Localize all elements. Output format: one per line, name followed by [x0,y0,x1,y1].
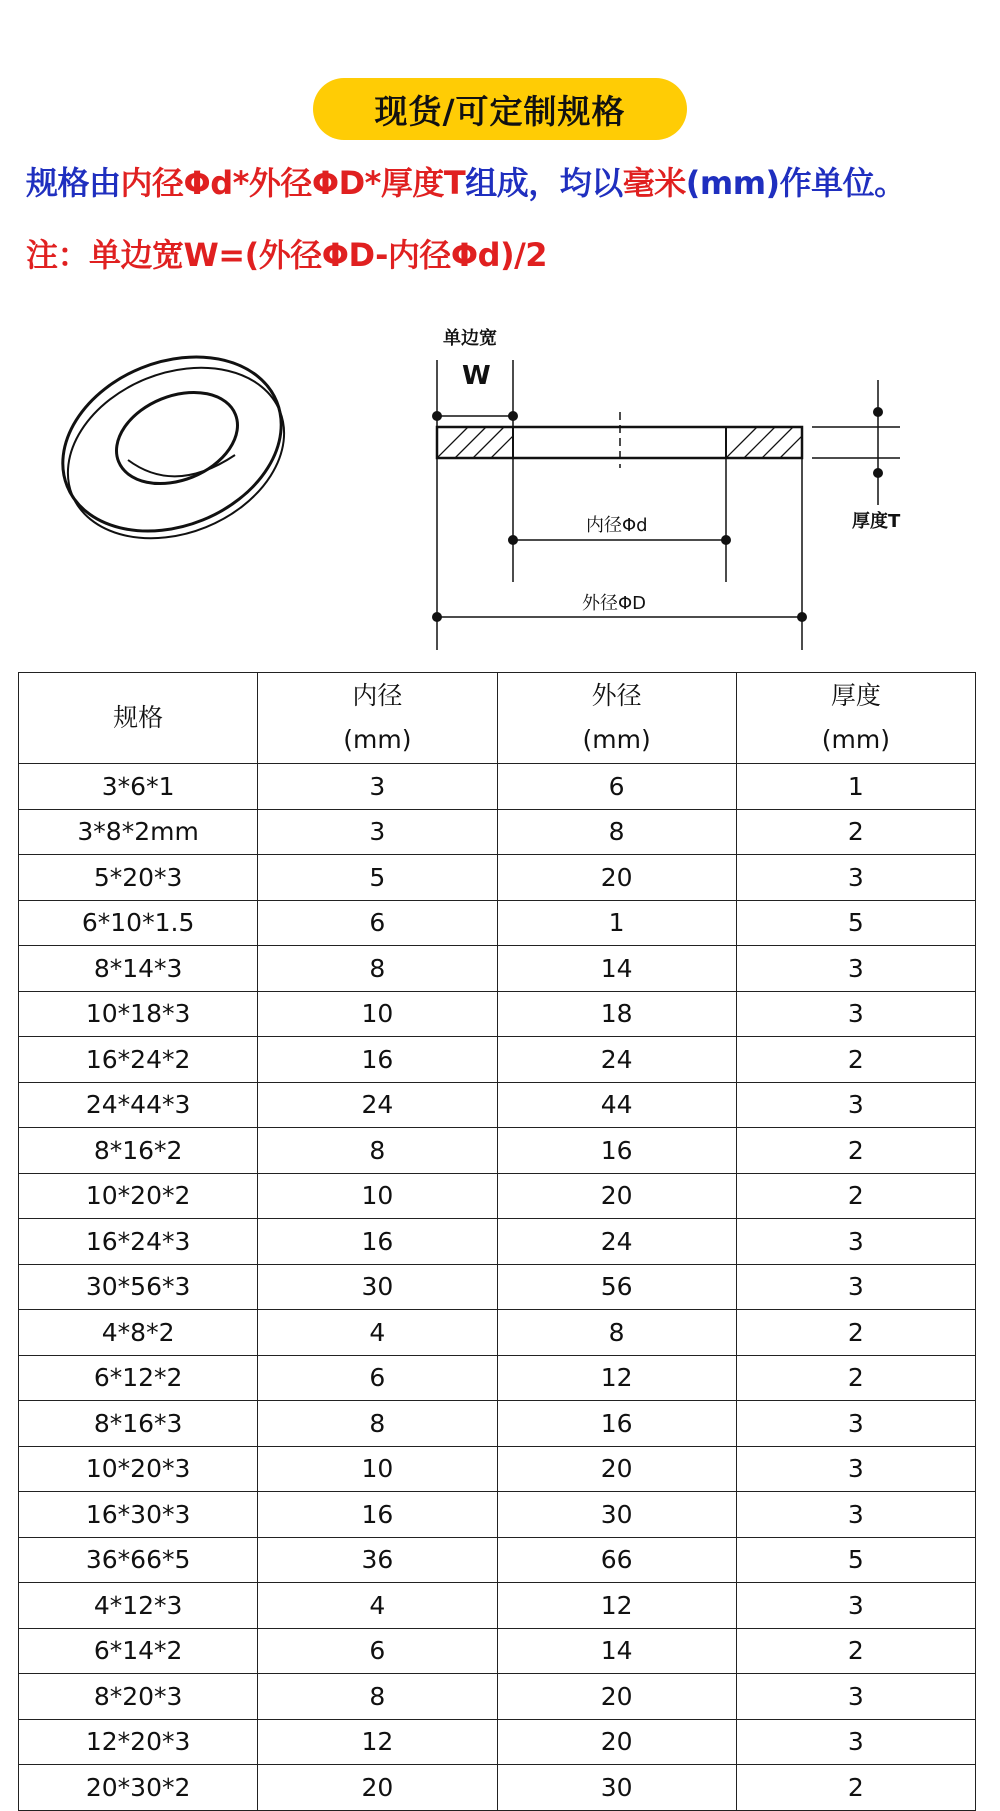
cell-thickness: 3 [736,1719,975,1765]
cell-spec: 5*20*3 [19,855,258,901]
cell-thickness: 3 [736,1446,975,1492]
cell-spec: 4*12*3 [19,1583,258,1629]
cell-outer-diameter: 56 [497,1264,736,1310]
header-thickness-unit: (mm) [821,725,890,754]
spec-table [18,672,976,1811]
washer-illustration [37,326,310,569]
inner-diameter-label: 内径Φd [586,515,648,536]
definition-part: 内径Φd*外径ΦD*厚度T [120,164,466,202]
cell-inner-diameter: 24 [258,1082,497,1128]
thickness-label: 厚度T [852,511,901,532]
cell-outer-diameter: 8 [497,809,736,855]
cell-inner-diameter: 36 [258,1537,497,1583]
cell-inner-diameter: 16 [258,1219,497,1265]
table-row [19,1401,976,1447]
cell-outer-diameter: 14 [497,1628,736,1674]
width-symbol: W [462,361,491,391]
header-outer-unit: (mm) [582,725,651,754]
cell-outer-diameter: 8 [497,1310,736,1356]
table-row [19,1446,976,1492]
cell-outer-diameter: 20 [497,1719,736,1765]
cell-outer-diameter: 16 [497,1128,736,1174]
cell-spec: 6*14*2 [19,1628,258,1674]
cell-thickness: 2 [736,1173,975,1219]
cell-spec: 20*30*2 [19,1765,258,1811]
table-row [19,764,976,810]
table-row [19,900,976,946]
cell-thickness: 3 [736,991,975,1037]
cell-spec: 3*6*1 [19,764,258,810]
table-row [19,1765,976,1811]
cell-spec: 30*56*3 [19,1264,258,1310]
washer-diagram [0,320,1000,665]
cell-thickness: 3 [736,855,975,901]
spec-banner [313,78,687,140]
cell-outer-diameter: 66 [497,1537,736,1583]
cell-thickness: 3 [736,1674,975,1720]
cell-thickness: 1 [736,764,975,810]
table-row [19,1219,976,1265]
cell-spec: 6*12*2 [19,1355,258,1401]
spec-banner-title: 现货/可定制规格 [374,91,626,131]
header-thickness [736,673,975,764]
cell-spec: 3*8*2mm [19,809,258,855]
cell-thickness: 2 [736,809,975,855]
cell-thickness: 3 [736,1401,975,1447]
cell-outer-diameter: 12 [497,1583,736,1629]
cell-outer-diameter: 24 [497,1037,736,1083]
cell-spec: 16*24*2 [19,1037,258,1083]
cell-inner-diameter: 10 [258,991,497,1037]
cell-spec: 10*20*3 [19,1446,258,1492]
table-row [19,1674,976,1720]
cell-thickness: 5 [736,900,975,946]
table-row [19,1037,976,1083]
cell-thickness: 2 [736,1310,975,1356]
cell-inner-diameter: 5 [258,855,497,901]
table-row [19,1628,976,1674]
cell-outer-diameter: 6 [497,764,736,810]
cell-spec: 16*30*3 [19,1492,258,1538]
cell-thickness: 2 [736,1765,975,1811]
outer-diameter-label: 外径ΦD [582,593,647,614]
cell-spec: 8*14*3 [19,946,258,992]
cell-inner-diameter: 3 [258,809,497,855]
dimension-dots [432,407,883,622]
cell-outer-diameter: 20 [497,1446,736,1492]
cell-thickness: 3 [736,1219,975,1265]
header-inner-label: 内径 [352,681,403,710]
cell-thickness: 3 [736,1082,975,1128]
cell-inner-diameter: 3 [258,764,497,810]
cell-thickness: 2 [736,1628,975,1674]
cell-spec: 36*66*5 [19,1537,258,1583]
cell-spec: 8*16*3 [19,1401,258,1447]
cell-inner-diameter: 10 [258,1446,497,1492]
definition-part: 组成，均以 [465,164,623,202]
header-spec-label: 规格 [113,703,164,732]
cell-spec: 10*20*2 [19,1173,258,1219]
cell-inner-diameter: 16 [258,1492,497,1538]
cell-spec: 8*20*3 [19,1674,258,1720]
cell-inner-diameter: 16 [258,1037,497,1083]
table-row [19,1310,976,1356]
cell-thickness: 3 [736,1264,975,1310]
cell-outer-diameter: 12 [497,1355,736,1401]
cell-thickness: 2 [736,1128,975,1174]
cell-thickness: 2 [736,1037,975,1083]
cell-spec: 8*16*2 [19,1128,258,1174]
cell-outer-diameter: 20 [497,855,736,901]
header-outer-diameter [497,673,736,764]
cell-outer-diameter: 20 [497,1674,736,1720]
table-row [19,809,976,855]
table-row [19,855,976,901]
cell-thickness: 5 [736,1537,975,1583]
table-row [19,991,976,1037]
spec-table-header-row [19,673,976,764]
cell-inner-diameter: 4 [258,1310,497,1356]
cell-inner-diameter: 30 [258,1264,497,1310]
header-spec [19,673,258,764]
cell-outer-diameter: 18 [497,991,736,1037]
width-formula-note: 注：单边宽W=(外径ΦD-内径Φd)/2 [26,236,548,274]
table-row [19,1082,976,1128]
cell-spec: 4*8*2 [19,1310,258,1356]
table-row [19,1355,976,1401]
cell-thickness: 3 [736,1492,975,1538]
header-inner-unit: (mm) [343,725,412,754]
cell-thickness: 3 [736,946,975,992]
cell-outer-diameter: 30 [497,1765,736,1811]
cell-inner-diameter: 6 [258,1628,497,1674]
cell-thickness: 3 [736,1583,975,1629]
cell-outer-diameter: 24 [497,1219,736,1265]
cell-outer-diameter: 14 [497,946,736,992]
cell-inner-diameter: 6 [258,1355,497,1401]
definition-part: 毫米 [622,164,686,202]
cell-inner-diameter: 8 [258,1674,497,1720]
table-row [19,1173,976,1219]
table-row [19,1719,976,1765]
table-row [19,1537,976,1583]
cell-inner-diameter: 10 [258,1173,497,1219]
cell-inner-diameter: 8 [258,1401,497,1447]
cell-spec: 16*24*3 [19,1219,258,1265]
cell-thickness: 2 [736,1355,975,1401]
header-outer-label: 外径 [591,681,642,710]
definition-part: 规格由 [26,164,121,202]
spec-definition-line [26,158,906,204]
cell-spec: 6*10*1.5 [19,900,258,946]
definition-part: (mm)作单位。 [685,164,906,202]
table-row [19,946,976,992]
width-label-cn: 单边宽 [443,328,497,349]
cell-outer-diameter: 30 [497,1492,736,1538]
cell-outer-diameter: 44 [497,1082,736,1128]
table-row [19,1583,976,1629]
table-row [19,1128,976,1174]
washer-cross-section [437,360,900,650]
cell-inner-diameter: 8 [258,946,497,992]
table-row [19,1264,976,1310]
spec-table-body [19,764,976,1811]
header-inner-diameter [258,673,497,764]
cell-outer-diameter: 1 [497,900,736,946]
table-row [19,1492,976,1538]
cell-spec: 24*44*3 [19,1082,258,1128]
cell-inner-diameter: 8 [258,1128,497,1174]
cell-inner-diameter: 20 [258,1765,497,1811]
cell-inner-diameter: 12 [258,1719,497,1765]
cell-spec: 10*18*3 [19,991,258,1037]
cell-outer-diameter: 20 [497,1173,736,1219]
cell-outer-diameter: 16 [497,1401,736,1447]
cell-inner-diameter: 6 [258,900,497,946]
cell-spec: 12*20*3 [19,1719,258,1765]
header-thickness-label: 厚度 [830,681,881,710]
cell-inner-diameter: 4 [258,1583,497,1629]
